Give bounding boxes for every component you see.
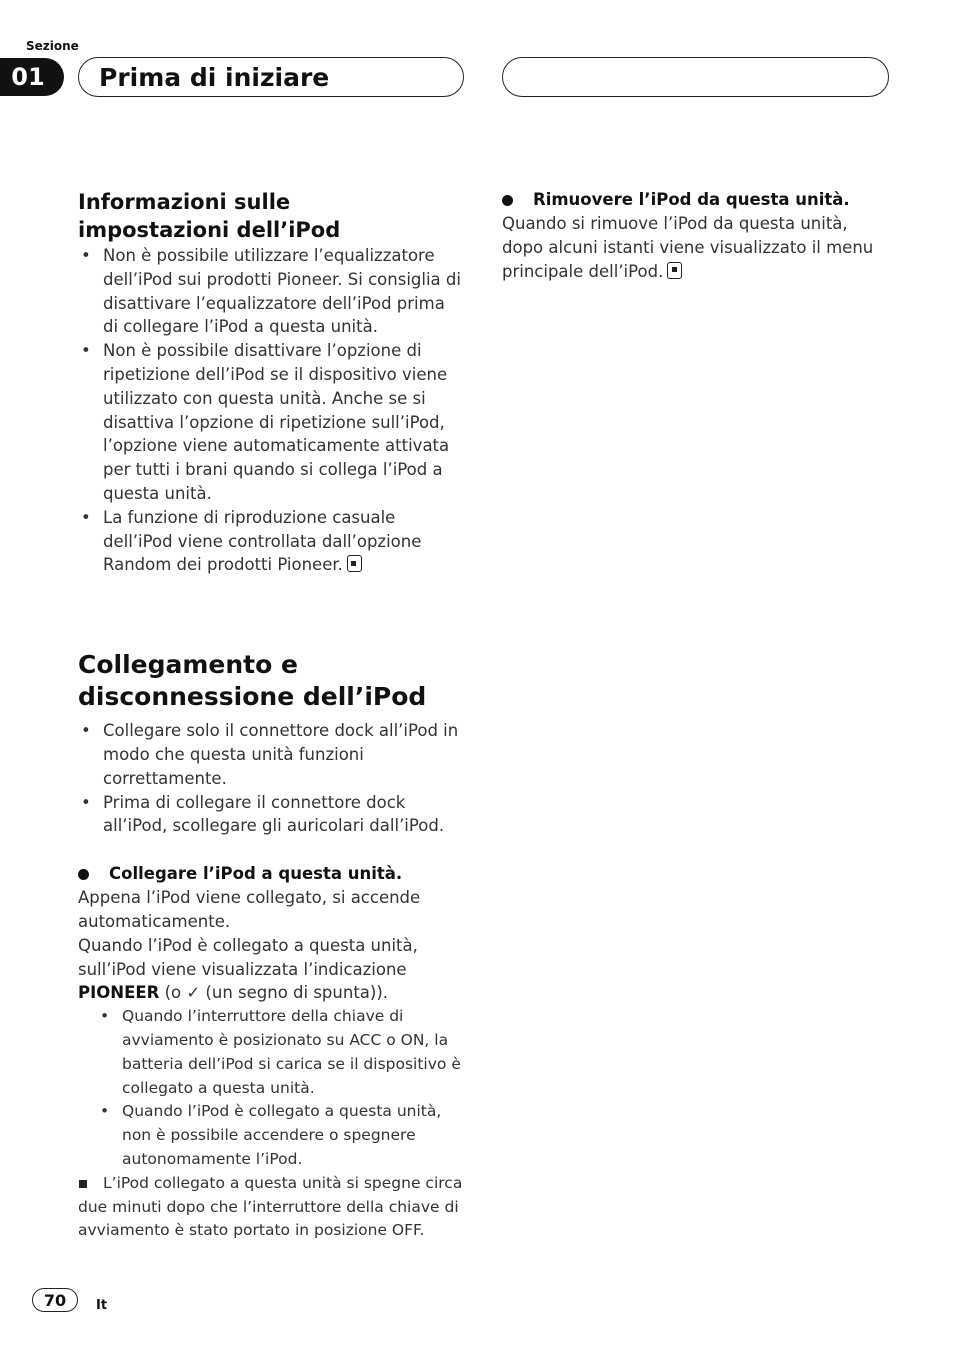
left-column — [78, 188, 464, 1243]
connect-step-text-1: Appena l’iPod viene collegato, si accende automaticamente. — [78, 888, 421, 931]
end-of-section-icon — [347, 555, 362, 572]
step-bullet-icon — [502, 195, 513, 206]
right-column — [502, 188, 888, 283]
list-item: • Prima di collegare il connettore dock all’iPod, scollegare gli auricolari dall’iPod. — [78, 791, 464, 839]
list-item: • La funzione di riproduzione casuale dell’iPod viene controllata dall’opzione Random dei prodotti Pioneer. — [78, 506, 464, 577]
language-code: It — [96, 1298, 108, 1313]
remove-step-text: Quando si rimuove l’iPod da questa unità, dopo alcuni istanti viene visualizzato il menu principale dell’iPod. — [502, 214, 874, 281]
section-number: 01 — [11, 63, 45, 91]
page-number: 70 — [43, 1290, 67, 1310]
list-item: • Collegare solo il connettore dock all’iPod in modo che questa unità funzioni correttamente. — [78, 719, 464, 790]
settings-bullet-list — [78, 244, 464, 577]
connect-step-text-2: Quando l’iPod è collegato a questa unità, sull’iPod viene visualizzata l’indicazione PIONEER (o ✓ (un segno di spunta)). — [78, 935, 418, 1003]
header-empty-pill — [502, 57, 889, 97]
connect-step-title: Collegare l’iPod a questa unità. — [78, 862, 464, 886]
remove-step-title: Rimuovere l’iPod da questa unità. — [502, 188, 888, 212]
list-item: • Quando l’interruttore della chiave di avviamento è posizionato su ACC o ON, la batteria dell’iPod si carica se il dispositivo è collegato a questa unità. — [78, 1005, 464, 1100]
connect-heading: Collegamento e disconnessione dell’iPod — [78, 650, 427, 712]
connect-sub-bullet-list — [78, 1005, 464, 1172]
list-item: • Non è possibile disattivare l’opzione di ripetizione dell’iPod se il dispositivo viene utilizzato con questa unità. Anche se si disattiva l’opzione di ripetizione sull’iPod, l’opzione viene automaticamente attivata per tutti i brani quando si collega l’iPod a questa unità. — [78, 339, 464, 506]
list-item: • Quando l’iPod è collegato a questa unità, non è possibile accendere o spegnere autonomamente l’iPod. — [78, 1100, 464, 1171]
section-number-badge — [0, 58, 64, 96]
connect-bullet-list — [78, 719, 464, 838]
list-item: • Non è possibile utilizzare l’equalizzatore dell’iPod sui prodotti Pioneer. Si consiglia di disattivare l’equalizzatore dell’iPod prima di collegare l’iPod a questa unità. — [78, 244, 464, 339]
note-square-icon — [79, 1180, 87, 1188]
chapter-header — [78, 57, 464, 97]
note-text: L’iPod collegato a questa unità si spegne circa due minuti dopo che l’interruttore della chiave di avviamento è stato portato in posizione OFF. — [78, 1173, 463, 1240]
section-label: Sezione — [26, 39, 79, 53]
end-of-section-icon — [667, 262, 682, 279]
step-bullet-icon — [78, 869, 89, 880]
settings-heading: Informazioni sulle impostazioni dell’iPod — [78, 190, 341, 242]
chapter-title: Prima di iniziare — [99, 62, 330, 92]
page-number-badge — [32, 1288, 78, 1312]
